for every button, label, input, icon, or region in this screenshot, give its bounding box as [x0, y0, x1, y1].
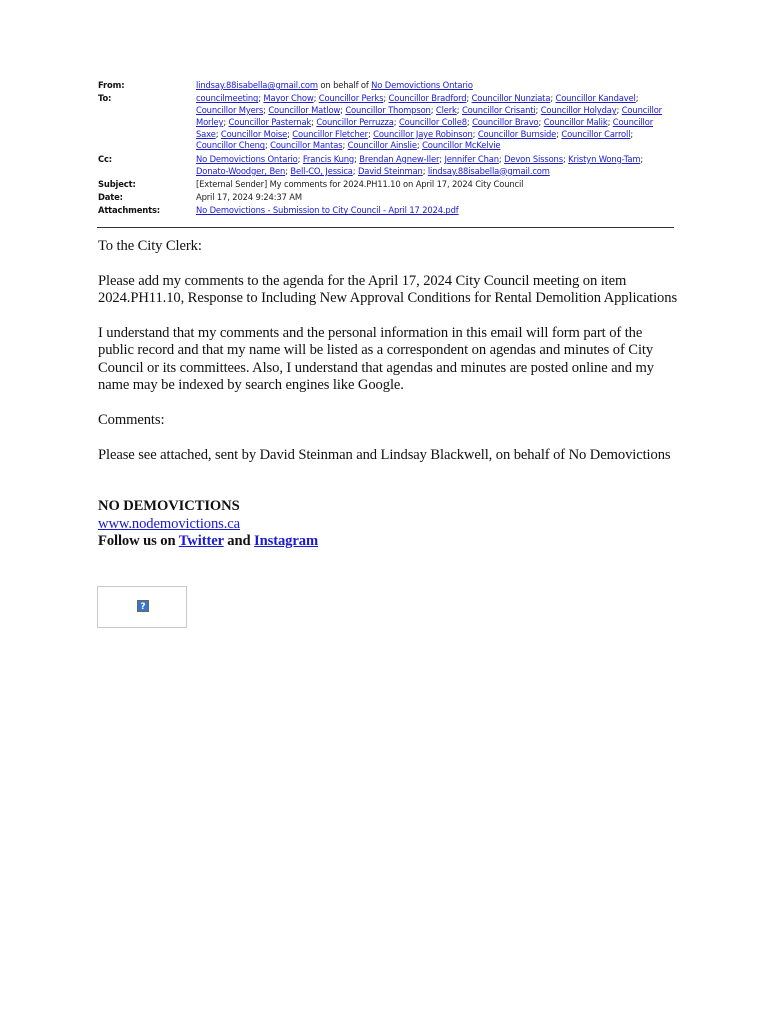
from-org-link[interactable]: No Demovictions Ontario: [371, 80, 473, 90]
recipient-link[interactable]: Councillor Fletcher: [292, 128, 368, 139]
date-row: [98, 192, 674, 204]
greeting: To the City Clerk:: [98, 238, 202, 254]
recipient-link[interactable]: Councillor Myers: [196, 105, 264, 116]
website-link[interactable]: www.nodemovictions.ca: [98, 515, 241, 532]
recipient-separator: ;: [456, 105, 462, 116]
from-value: [196, 80, 674, 92]
recipient-separator: ;: [416, 140, 423, 151]
recipient-link[interactable]: Councillor Jaye Robinson: [373, 128, 473, 139]
recipient-link[interactable]: No Demovictions Ontario: [196, 153, 298, 164]
recipient-link[interactable]: Mayor Chow: [263, 93, 314, 104]
recipient-link[interactable]: Councillor Thompson: [345, 105, 431, 116]
to-label: To:: [98, 93, 112, 104]
recipient-link[interactable]: Devon Sissons: [504, 153, 563, 164]
recipient-link[interactable]: Councillor Matlow: [268, 105, 341, 116]
to-row: [98, 93, 674, 152]
recipient-link[interactable]: Councillor Cheng: [196, 140, 265, 151]
recipient-link[interactable]: Councillor Bradford: [388, 93, 467, 104]
recipient-link[interactable]: Councillor Morley: [196, 105, 662, 127]
recipient-link[interactable]: Donato-Woodger, Ben: [196, 165, 286, 176]
recipient-separator: ;: [367, 128, 374, 139]
header-divider: [97, 227, 674, 228]
cc-row: [98, 154, 674, 178]
recipient-link[interactable]: Councillor Pasternak: [228, 116, 312, 127]
recipient-separator: ;: [287, 128, 293, 139]
recipient-separator: ;: [616, 105, 622, 116]
recipient-separator: ;: [538, 116, 544, 127]
recipient-separator: ;: [223, 116, 229, 127]
broken-image-icon: ?: [137, 600, 149, 612]
recipient-separator: ;: [215, 128, 221, 139]
attachments-row: [98, 205, 674, 217]
recipient-separator: ;: [439, 153, 445, 164]
from-label: From:: [98, 80, 125, 90]
recipient-separator: ;: [472, 128, 478, 139]
signature-org: NO DEMOVICTIONS: [98, 498, 240, 515]
recipient-separator: ;: [466, 93, 472, 104]
recipient-separator: ;: [313, 93, 319, 104]
recipient-link[interactable]: Councillor McKelvie: [422, 140, 501, 151]
and-word: and: [223, 533, 255, 550]
recipient-separator: ;: [263, 105, 269, 116]
attachment-link[interactable]: No Demovictions - Submission to City Council - April 17 2024.pdf: [196, 205, 459, 216]
email-header: [98, 80, 674, 219]
attachments-label: Attachments:: [98, 205, 160, 216]
recipient-separator: ;: [258, 93, 264, 104]
date-value: April 17, 2024 9:24:37 AM: [196, 192, 302, 203]
recipient-separator: ;: [311, 116, 317, 127]
recipient-link[interactable]: Councillor Carroll: [561, 128, 631, 139]
twitter-link[interactable]: Twitter: [178, 533, 224, 550]
from-row: [98, 80, 674, 92]
subject-row: [98, 179, 674, 191]
subject-value: [External Sender] My comments for 2024.PH11.10 on April 17, 2024 City Council: [196, 178, 524, 189]
comments-label: Comments:: [98, 412, 165, 429]
recipient-link[interactable]: councilmeeting: [196, 93, 259, 104]
signature-image-placeholder[interactable]: [97, 586, 187, 628]
recipient-separator: ;: [340, 105, 346, 116]
recipient-link[interactable]: Francis Kung: [302, 153, 355, 164]
recipient-separator: ;: [556, 128, 562, 139]
follow-line: [98, 533, 678, 550]
recipient-link[interactable]: Councillor Mantas: [270, 140, 343, 151]
paragraph-request: Please add my comments to the agenda for the April 17, 2024 City Council meeting on item 2024.PH11.10, Response to Including New Approval Conditions for Rental Demolition Applications: [98, 272, 678, 307]
recipient-separator: ;: [354, 153, 360, 164]
recipient-link[interactable]: Councillor Malik: [543, 116, 608, 127]
recipient-link[interactable]: Councillor Crisanti: [461, 105, 536, 116]
paragraph-consent: I understand that my comments and the personal information in this email will form part of the public record and that my name will be listed as a correspondent on agendas and minutes of City Council or its committees. Also, I understand that agendas and minutes are posted online and my name may be indexed by search engines like Google.: [98, 325, 654, 394]
email-body: [98, 238, 678, 550]
recipient-link[interactable]: Councillor Kandavel: [555, 93, 636, 104]
recipient-link[interactable]: Bell-CO, Jessica: [290, 165, 353, 176]
recipient-separator: ;: [264, 140, 271, 151]
recipient-link[interactable]: Councillor Holyday: [540, 105, 617, 116]
recipient-separator: ;: [342, 140, 348, 151]
recipient-separator: ;: [607, 116, 613, 127]
recipient-separator: ;: [352, 165, 358, 176]
recipient-link[interactable]: Councillor Perruzza: [316, 116, 394, 127]
recipient-link[interactable]: Councillor Nunziata: [471, 93, 551, 104]
recipient-link[interactable]: Councillor Burnside: [477, 128, 557, 139]
recipient-link[interactable]: Jennifer Chan: [444, 153, 499, 164]
recipient-separator: ;: [466, 116, 473, 127]
recipient-separator: ;: [498, 153, 505, 164]
recipient-separator: ;: [635, 93, 639, 104]
recipient-separator: ;: [640, 153, 644, 164]
signature: [98, 498, 678, 550]
recipient-separator: ;: [550, 93, 556, 104]
to-recipient-list: [196, 93, 674, 152]
recipient-separator: ;: [297, 153, 303, 164]
subject-label: Subject:: [98, 178, 136, 189]
instagram-link[interactable]: Instagram: [254, 533, 319, 550]
from-connector: on behalf of: [317, 80, 372, 90]
recipient-separator: ;: [285, 165, 291, 176]
recipient-link[interactable]: Councillor Saxe: [196, 116, 653, 139]
recipient-separator: ;: [393, 116, 399, 127]
recipient-link[interactable]: Clerk: [435, 105, 457, 116]
recipient-link[interactable]: Kristyn Wong-Tam: [568, 153, 641, 164]
recipient-separator: ;: [422, 165, 428, 176]
recipient-link[interactable]: Councillor Moise: [220, 128, 288, 139]
recipient-separator: ;: [430, 105, 436, 116]
cc-recipient-list: [196, 154, 674, 178]
recipient-link[interactable]: Councillor Bravo: [472, 116, 539, 127]
recipient-link[interactable]: Brendan Agnew-Iler: [359, 153, 440, 164]
recipient-separator: ;: [562, 153, 569, 164]
follow-prefix: Follow us on: [98, 533, 179, 550]
recipient-link[interactable]: Councillor Perks: [318, 93, 384, 104]
cc-label: Cc:: [98, 153, 113, 164]
recipient-separator: ;: [630, 128, 634, 139]
recipient-link[interactable]: Councillor Ainslie: [347, 140, 417, 151]
recipient-separator: ;: [535, 105, 541, 116]
date-label: Date:: [98, 192, 123, 203]
paragraph-comments: Please see attached, sent by David Steinman and Lindsay Blackwell, on behalf of No Demovictions: [98, 446, 671, 463]
recipient-separator: ;: [383, 93, 389, 104]
recipient-link[interactable]: Councillor Colle8: [398, 116, 467, 127]
recipient-link[interactable]: lindsay.88isabella@gmail.com: [427, 165, 550, 176]
from-email-link[interactable]: lindsay.88isabella@gmail.com: [196, 80, 318, 90]
recipient-link[interactable]: David Steinman: [357, 165, 423, 176]
